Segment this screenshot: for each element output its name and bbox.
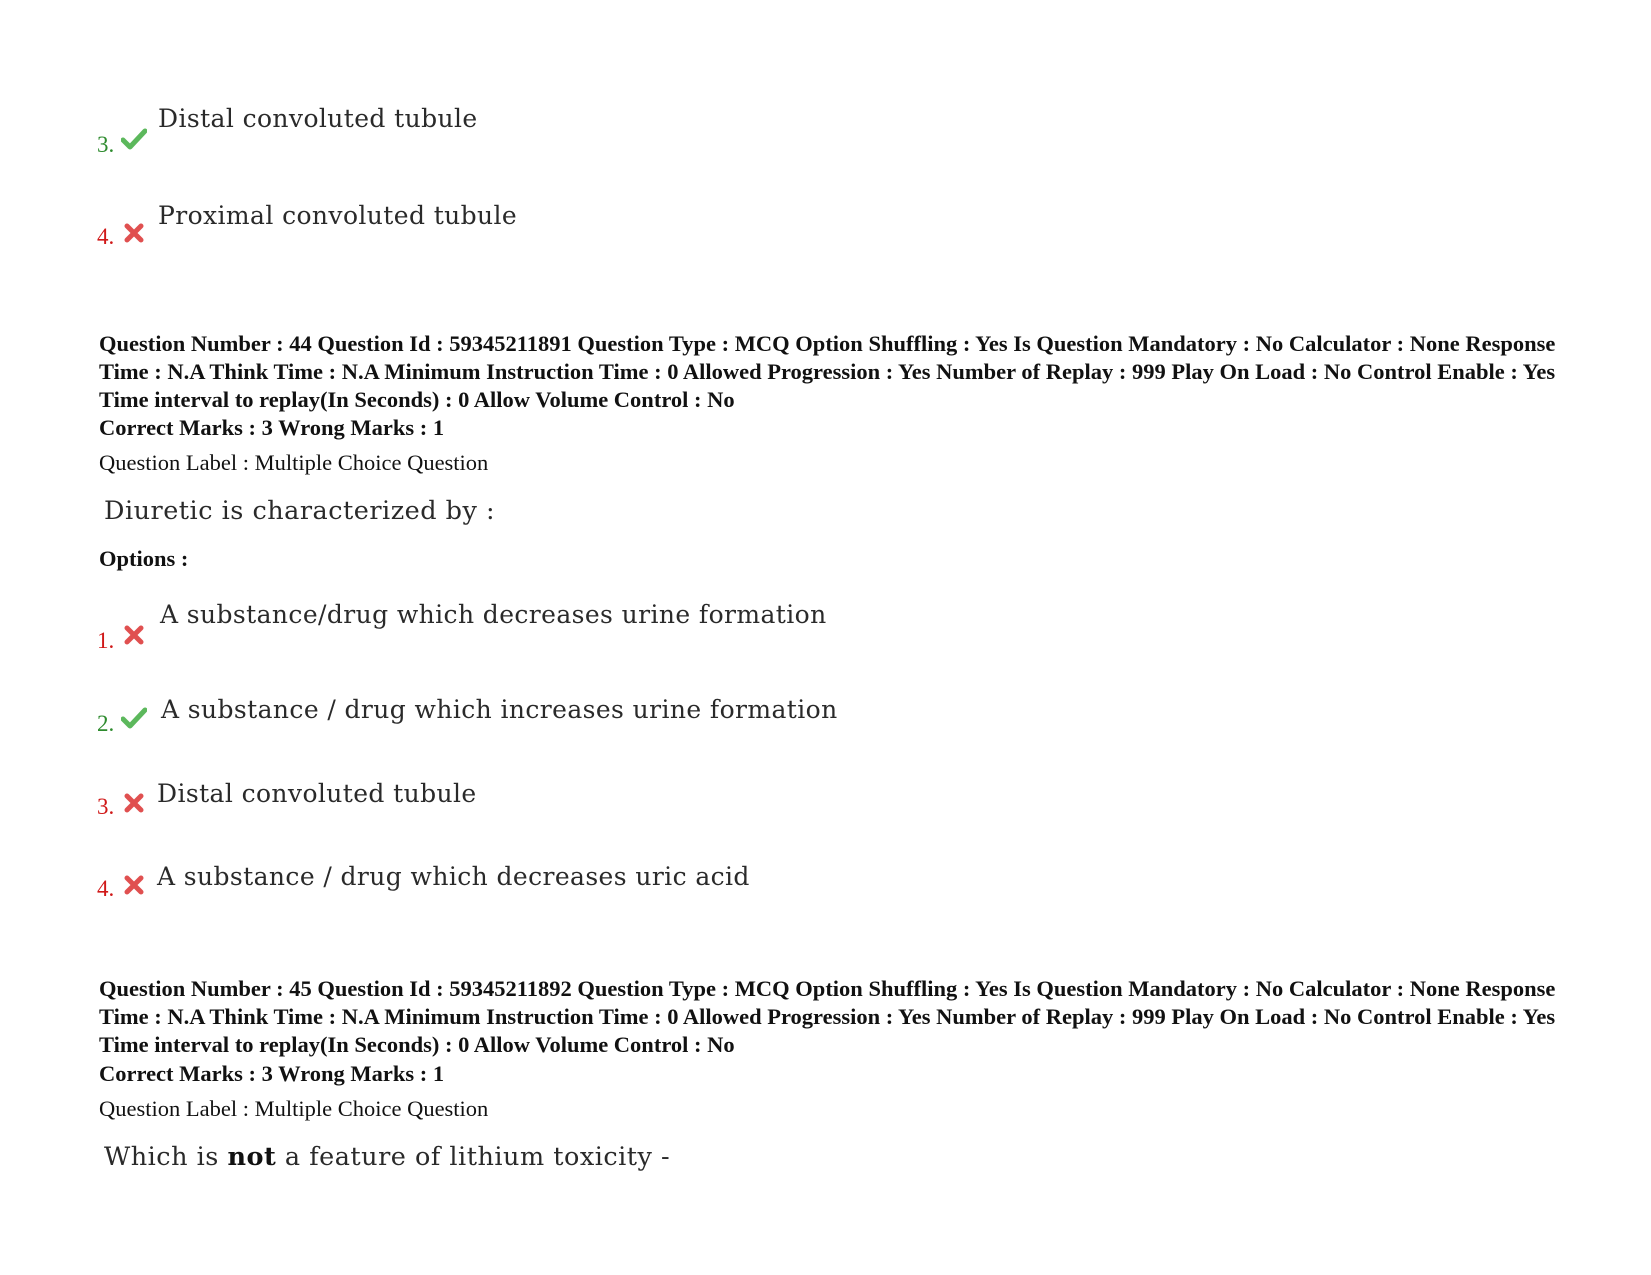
option-number: 2. xyxy=(97,711,115,736)
check-icon xyxy=(121,707,147,729)
option-text: A substance / drug which decreases uric acid xyxy=(157,862,750,891)
option-number: 3. xyxy=(97,794,115,819)
cross-icon xyxy=(121,874,147,896)
cross-icon xyxy=(121,222,147,244)
cross-icon xyxy=(121,624,147,646)
option-text: Proximal convoluted tubule xyxy=(158,201,518,230)
question-45-marks: Correct Marks : 3 Wrong Marks : 1 xyxy=(99,1061,445,1086)
question-45-meta: Question Number : 45 Question Id : 59345211892 Question Type : MCQ Option Shuffling : Yes Is Question Mandatory : No Calculator : None Response Time : N.A Think Time : N.A Minimum Instruction Time : 0 Allowed Progression : Yes Number of Replay : 999 Play On Load : No Control Enable : Yes Time interval to replay(In Seconds) : 0 Allow Volume Control : No xyxy=(99,976,1556,1057)
question-text-part: Which is xyxy=(104,1142,228,1172)
question-44-label: Question Label : Multiple Choice Question xyxy=(99,450,489,475)
question-text-part: a feature of lithium toxicity - xyxy=(276,1142,671,1172)
question-45-label: Question Label : Multiple Choice Question xyxy=(99,1096,489,1121)
question-text-emphasis: not xyxy=(227,1142,277,1172)
question-44-marks: Correct Marks : 3 Wrong Marks : 1 xyxy=(99,415,445,440)
cross-icon xyxy=(121,792,147,814)
question-44-meta: Question Number : 44 Question Id : 59345211891 Question Type : MCQ Option Shuffling : Yes Is Question Mandatory : No Calculator : None Response Time : N.A Think Time : N.A Minimum Instruction Time : 0 Allowed Progression : Yes Number of Replay : 999 Play On Load : No Control Enable : Yes Time interval to replay(In Seconds) : 0 Allow Volume Control : No xyxy=(99,331,1556,412)
option-number: 1. xyxy=(97,628,115,653)
option-text: A substance / drug which increases urine formation xyxy=(161,695,838,724)
options-heading: Options : xyxy=(99,546,189,571)
question-44-text: Diuretic is characterized by : xyxy=(104,496,496,526)
option-number: 4. xyxy=(97,876,115,901)
option-text: Distal convoluted tubule xyxy=(157,779,477,808)
question-45-text xyxy=(104,1142,670,1172)
option-text: Distal convoluted tubule xyxy=(158,104,478,133)
option-text: A substance/drug which decreases urine formation xyxy=(160,600,827,629)
check-icon xyxy=(121,128,147,150)
option-number: 4. xyxy=(97,224,115,249)
option-number: 3. xyxy=(97,132,115,157)
